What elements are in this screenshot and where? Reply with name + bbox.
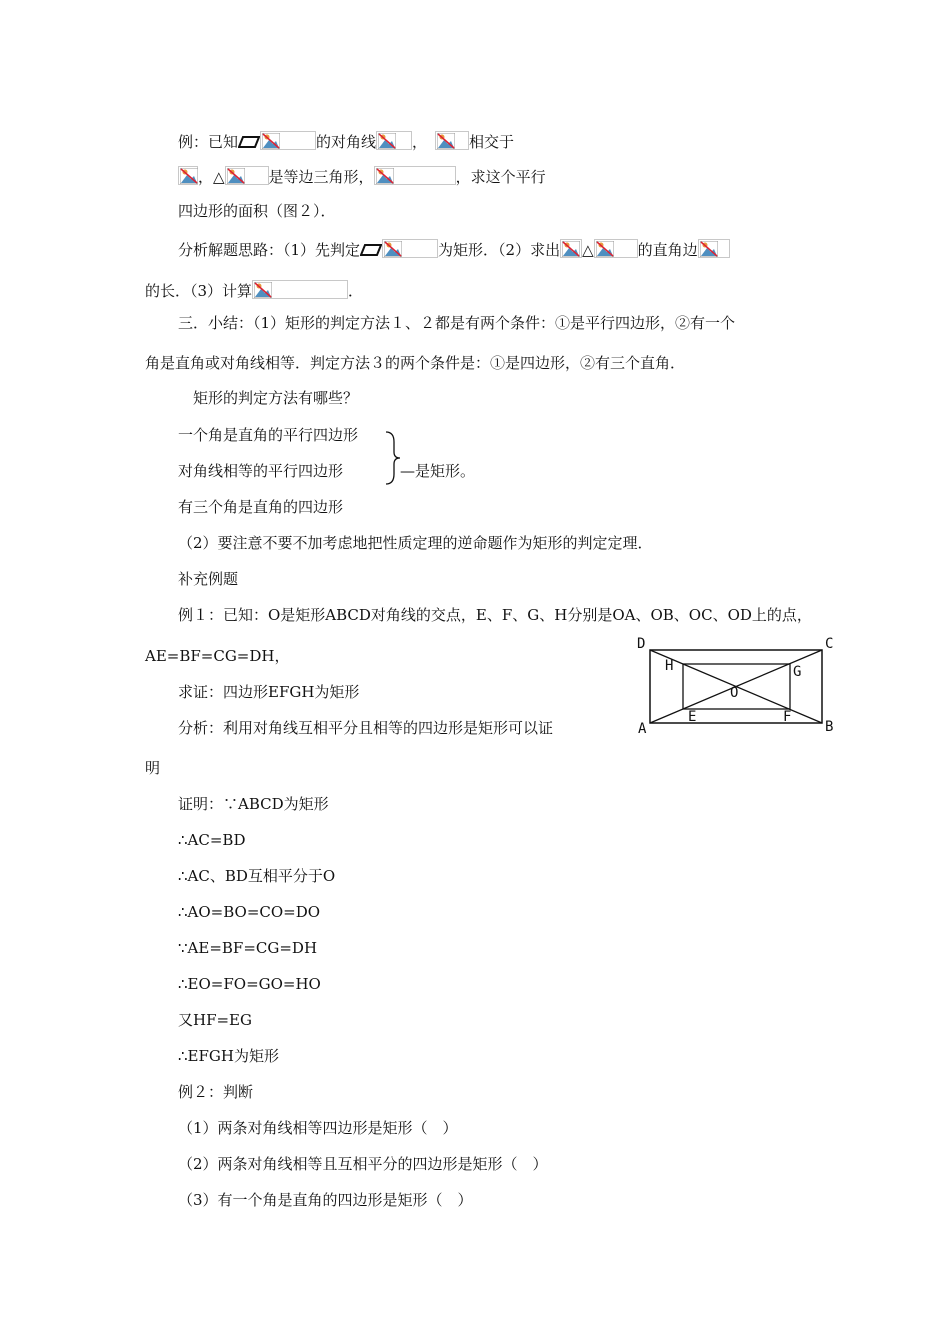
broken-image-icon <box>374 166 456 185</box>
label-b: B <box>825 719 834 735</box>
analysis-text: ． <box>348 282 364 300</box>
example1-analysis-cont: 明 <box>145 759 161 777</box>
example-line-3 <box>178 201 336 221</box>
proof-step: ∵AE=BF=CG=DH <box>178 939 318 957</box>
broken-image-icon <box>382 239 438 258</box>
label-e: E <box>688 709 697 725</box>
proof-step: ∴EO=FO=GO=HO <box>178 975 321 993</box>
proof-step: ∴AC=BD <box>178 831 246 849</box>
summary-note: （2）要注意不要不加考虑地把性质定理的逆命题作为矩形的判定定理． <box>178 534 653 552</box>
example-text: ， <box>412 133 428 151</box>
judge-item: （2）两条对角线相等且互相平分的四边形是矩形（ ） <box>178 1155 548 1173</box>
proof-step: 又HF=EG <box>178 1011 252 1029</box>
criterion-1: 一个角是直角的平行四边形 <box>178 426 359 444</box>
analysis-text: 的长．（3）计算 <box>145 282 253 300</box>
proof-step: ∴AO=BO=CO=DO <box>178 903 321 921</box>
broken-image-icon <box>560 239 582 258</box>
analysis-line-1 <box>178 239 730 260</box>
analysis-line-2 <box>145 280 363 301</box>
example-line-2 <box>178 166 546 187</box>
summary-line-2: 角是直角或对角线相等．判定方法３的两个条件是：①是四边形，②有三个直角． <box>145 354 686 372</box>
example-text: 例：已知 <box>178 133 239 151</box>
label-g: G <box>793 664 802 680</box>
example-text: ，△ <box>198 168 225 186</box>
judge-item: （1）两条对角线相等四边形是矩形（ ） <box>178 1119 458 1137</box>
criterion-2: 对角线相等的平行四边形 <box>178 462 344 480</box>
broken-image-icon <box>260 131 316 150</box>
broken-image-icon <box>698 239 730 258</box>
proof-step: ∴EFGH为矩形 <box>178 1047 279 1065</box>
broken-image-icon <box>594 239 638 258</box>
broken-image-icon <box>252 280 348 299</box>
example-text: 四边形的面积（图２）． <box>178 202 336 220</box>
proof-step: ∴AC、BD互相平分于O <box>178 867 336 885</box>
label-c: C <box>825 636 834 652</box>
conclusion-text: —是矩形。 <box>400 462 476 480</box>
label-d: D <box>637 636 646 652</box>
analysis-text: 为矩形．（2）求出 <box>438 241 561 259</box>
rectangle-figure <box>632 633 842 739</box>
judge-item: （3）有一个角是直角的四边形是矩形（ ） <box>178 1191 473 1209</box>
broken-image-icon <box>435 131 469 150</box>
label-f: F <box>783 709 792 725</box>
summary-line-1: 三．小结：（1）矩形的判定方法１、２都是有两个条件：①是平行四边形，②有一个 <box>178 314 736 332</box>
broken-image-icon <box>225 166 269 185</box>
proof-step: 证明：∵ABCD为矩形 <box>178 795 329 813</box>
example1-analysis: 分析：利用对角线互相平分且相等的四边形是矩形可以证 <box>178 719 554 737</box>
supplement-heading: 补充例题 <box>178 570 239 588</box>
broken-image-icon <box>178 166 198 185</box>
example-line-1 <box>178 131 514 152</box>
analysis-text: 的直角边 <box>637 241 698 259</box>
example1-line-2: AE=BF=CG=DH， <box>145 647 290 665</box>
example2-heading: 例２：判断 <box>178 1083 254 1101</box>
example1-line-1: 例１：已知：O是矩形ABCD对角线的交点，E、F、G、H分别是OA、OB、OC、OD上的点， <box>178 606 812 624</box>
label-o: O <box>730 685 739 701</box>
label-h: H <box>665 658 674 674</box>
broken-image-icon <box>376 131 412 150</box>
criterion-3: 有三个角是直角的四边形 <box>178 498 344 516</box>
example-text: 的对角线 <box>316 133 377 151</box>
parallelogram-icon <box>238 135 260 149</box>
prove-statement: 求证：四边形EFGH为矩形 <box>178 683 360 701</box>
parallelogram-icon <box>360 243 382 257</box>
summary-question: 矩形的判定方法有哪些？ <box>193 389 359 407</box>
analysis-text: △ <box>582 241 594 259</box>
label-a: A <box>638 721 647 737</box>
example-text: 相交于 <box>469 133 515 151</box>
analysis-text: 分析解题思路：（1）先判定 <box>178 241 361 259</box>
example-text: ，求这个平行 <box>455 168 546 186</box>
example-text: 是等边三角形， <box>268 168 374 186</box>
